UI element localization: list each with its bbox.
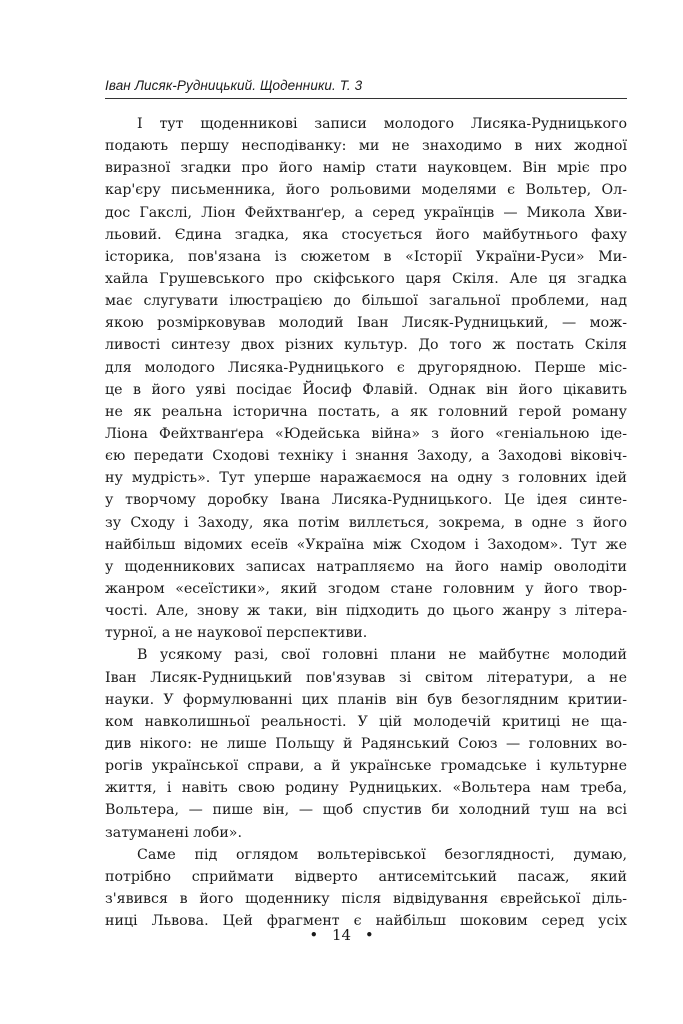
text-line: якою розмірковував молодий Іван Лисяк-Рудницький, — мож- xyxy=(105,315,627,332)
text-line: потрібно сприймати відверто антисемітський пасаж, який xyxy=(105,868,627,885)
text-line: льовий. Єдина згадка, яка стосується його майбутнього фаху xyxy=(105,226,627,243)
running-head: Іван Лисяк-Рудницький. Щоденники. Т. 3 xyxy=(105,78,363,93)
text-line: затуманені лоби». xyxy=(105,824,242,841)
text-line: ливості синтезу двох різних культур. До того ж постать Скіля xyxy=(105,337,627,354)
text-line: не як реальна історична постать, а як головний герой роману xyxy=(105,403,627,420)
text-line: кар'єру письменника, його рольовими моделями є Вольтер, Ол- xyxy=(105,182,627,199)
header-rule xyxy=(105,98,627,99)
text-line: чості. Але, знову ж таки, він підходить до цього жанру з літера- xyxy=(105,603,627,620)
page-number: 14 xyxy=(331,926,352,944)
text-line: турної, а не наукової перспективи. xyxy=(105,625,368,642)
text-line: В усякому разі, свої головні плани не майбутнє молодий xyxy=(137,647,627,664)
text-line: жанром «есеїстики», який згодом стане головним у його твор- xyxy=(105,580,627,597)
text-line: ниці Львова. Цей фрагмент є найбільш шоковим серед усіх xyxy=(105,913,627,930)
text-line: у творчому доробку Івана Лисяка-Рудницького. Це ідея синте- xyxy=(105,492,627,509)
folio-bullet-right: • xyxy=(364,926,374,944)
text-line: виразної згадки про його намір стати науковцем. Він мріє про xyxy=(105,160,627,177)
text-line: подають першу несподіванку: ми не знаходимо в них жодної xyxy=(105,138,627,155)
text-line: це в його уяві посідає Йосиф Флавій. Однак він його цікавить xyxy=(105,381,627,398)
text-line: Саме під оглядом вольтерівської безоглядності, думаю, xyxy=(137,846,627,863)
text-line: хайла Грушевського про скіфського царя Скіля. Але ця згадка xyxy=(105,270,627,287)
text-line: Вольтера, — пише він, — щоб спустив би холодний туш на всі xyxy=(105,802,627,819)
text-line: з'явився в його щоденнику після відвідування єврейської діль- xyxy=(105,890,627,907)
folio-bullet-left: • xyxy=(309,926,319,944)
text-line: у щоденникових записах натрапляємо на його намір оволодіти xyxy=(105,558,627,575)
text-line: найбільш відомих есеїв «Україна між Сходом і Заходом». Тут же xyxy=(105,536,627,553)
text-line: єю передати Сходові техніку і знання Заходу, а Заходові віковіч- xyxy=(105,448,627,465)
page-footer xyxy=(0,926,683,944)
text-line: Іван Лисяк-Рудницький пов'язував зі світом літератури, а не xyxy=(105,669,627,686)
text-line: має слугувати ілюстрацією до більшої загальної проблеми, над xyxy=(105,293,627,310)
text-line: ну мудрість». Тут уперше наражаємося на одну з головних ідей xyxy=(105,470,627,487)
text-line: рогів української справи, а й українське громадське і культурне xyxy=(105,758,627,775)
text-line: ком навколишньої реальності. У цій молодечій критиці не ща- xyxy=(105,713,627,730)
text-line: науки. У формулюванні цих планів він був безоглядним критии- xyxy=(105,691,627,708)
text-line: історика, пов'язана із сюжетом в «Історії України-Руси» Ми- xyxy=(105,248,627,265)
body-text xyxy=(105,113,627,932)
text-line: зу Сходу і Заходу, яка потім виллється, зокрема, в одне з його xyxy=(105,514,627,531)
text-line: І тут щоденникові записи молодого Лисяка-Рудницького xyxy=(137,116,627,132)
text-line: див нікого: не лише Польщу й Радянський Союз — головних во- xyxy=(105,735,627,752)
text-line: життя, і навіть свою родину Рудницьких. «Вольтера нам треба, xyxy=(105,780,627,797)
text-line: для молодого Лисяка-Рудницького є другорядною. Перше міс- xyxy=(105,359,627,376)
text-line: дос Гакслі, Ліон Фейхтванґер, а серед українців — Микола Хви- xyxy=(105,204,627,221)
text-line: Ліона Фейхтванґера «Юдейська війна» з його «геніальною іде- xyxy=(105,425,627,442)
